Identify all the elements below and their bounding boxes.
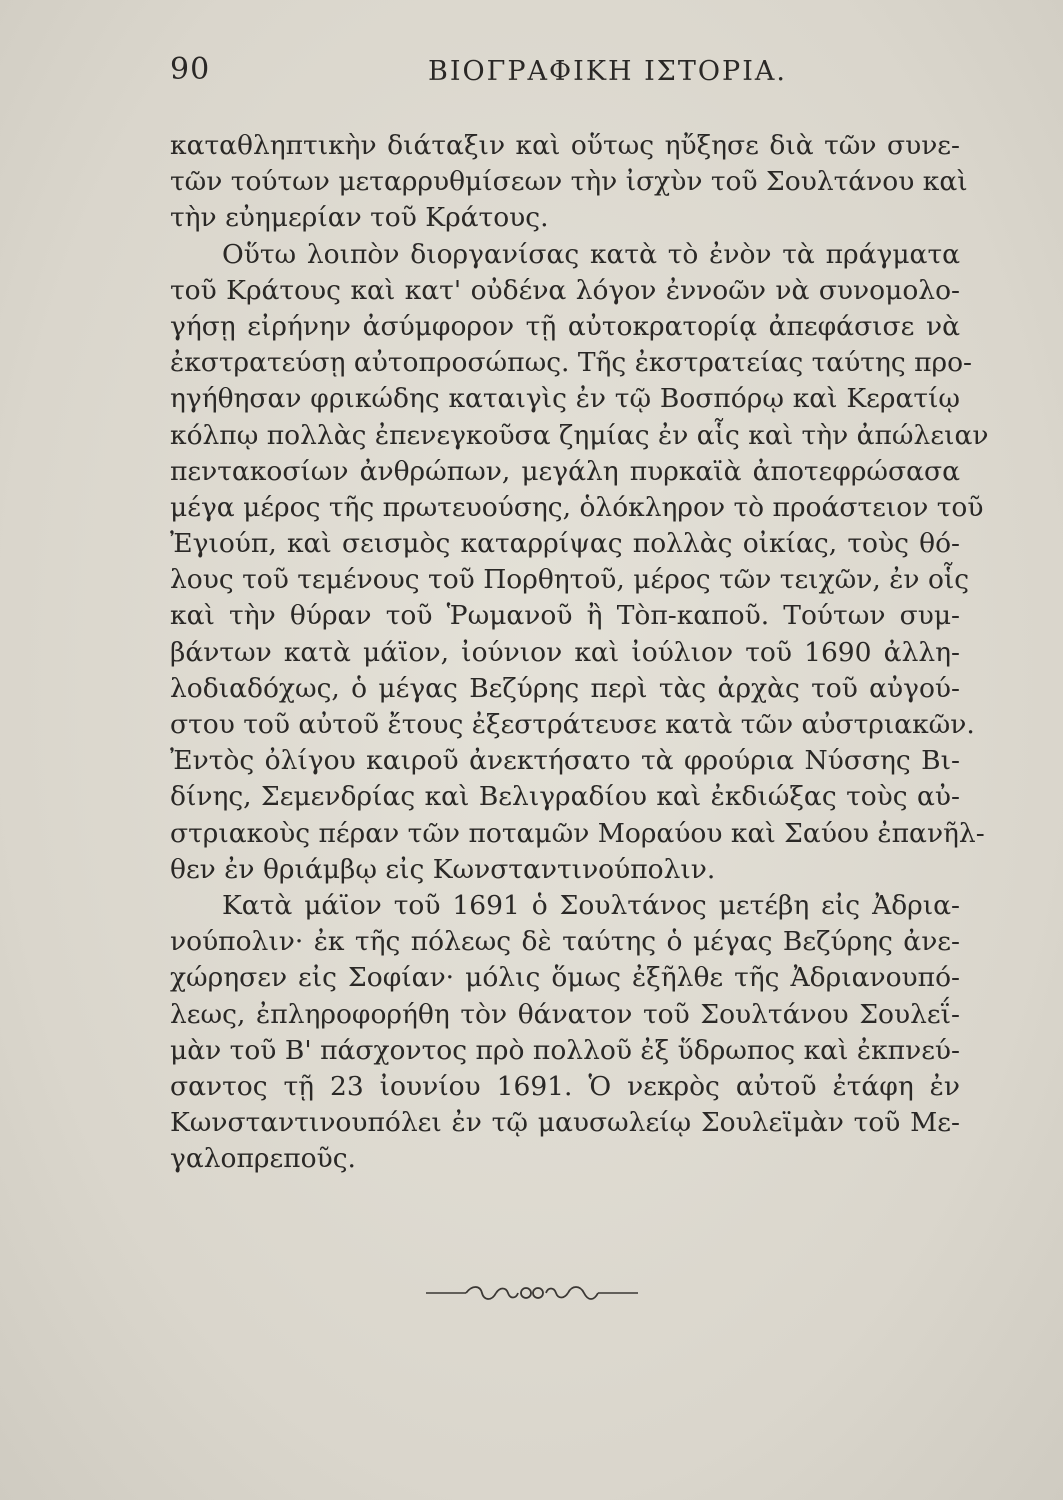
text-line: γήσῃ εἰρήνην ἀσύμφορον τῇ αὐτοκρατορίᾳ ἀπεφάσισε νὰ bbox=[170, 310, 960, 342]
text-line: νούπολιν· ἐκ τῆς πόλεως δὲ ταύτης ὁ μέγας Βεζύρης ἀνε- bbox=[170, 926, 960, 958]
text-line: στριακοὺς πέραν τῶν ποταμῶν Μοραύου καὶ Σαύου ἐπανῆλ- bbox=[170, 817, 985, 849]
text-line: μὰν τοῦ Β' πάσχοντος πρὸ πολλοῦ ἐξ ὕδρωπος καὶ ἐκπνεύ- bbox=[170, 1034, 960, 1066]
text-line: πεντακοσίων ἀνθρώπων, μεγάλη πυρκαϊὰ ἀποτεφρώσασα bbox=[170, 455, 960, 487]
text-line: λεως, ἐπληροφορήθη τὸν θάνατον τοῦ Σουλτάνου Σουλεΐ- bbox=[170, 998, 960, 1030]
text-line: σαντος τῇ 23 ἰουνίου 1691. Ὁ νεκρὸς αὐτοῦ ἐτάφη ἐν bbox=[170, 1070, 960, 1102]
text-line: Οὕτω λοιπὸν διοργανίσας κατὰ τὸ ἐνὸν τὰ πράγματα bbox=[222, 238, 960, 270]
paragraph bbox=[170, 888, 960, 1178]
text-line: ηγήθησαν φρικώδης καταιγὶς ἐν τῷ Βοσπόρῳ καὶ Κερατίῳ bbox=[170, 383, 960, 415]
text-line: ἐκστρατεύσῃ αὐτοπροσώπως. Τῆς ἐκστρατείας ταύτης προ- bbox=[170, 347, 973, 379]
text-line: λοδιαδόχως, ὁ μέγας Βεζύρης περὶ τὰς ἀρχὰς τοῦ αὐγού- bbox=[170, 672, 960, 704]
text-line: τοῦ Κράτους καὶ κατ' οὐδένα λόγον ἐννοῶν νὰ συνομολο- bbox=[170, 274, 960, 306]
body-text bbox=[170, 128, 989, 1177]
text-line: λους τοῦ τεμένους τοῦ Πορθητοῦ, μέρος τῶν τειχῶν, ἐν οἷς bbox=[170, 564, 970, 596]
paragraph bbox=[170, 237, 989, 888]
text-line: Ἐγιούπ, καὶ σεισμὸς καταρρίψας πολλὰς οἰκίας, τοὺς θό- bbox=[170, 528, 960, 560]
text-line: βάντων κατὰ μάϊον, ἰούνιον καὶ ἰούλιον τοῦ 1690 ἀλλη- bbox=[170, 636, 960, 668]
text-line: κόλπῳ πολλὰς ἐπενεγκοῦσα ζημίας ἐν αἷς καὶ τὴν ἀπώλειαν bbox=[170, 419, 989, 451]
text-line: καὶ τὴν θύραν τοῦ Ῥωμανοῦ ἢ Τὸπ-καποῦ. Τούτων συμ- bbox=[170, 600, 960, 632]
text-line: γαλοπρεποῦς. bbox=[170, 1143, 356, 1175]
page-header bbox=[170, 52, 960, 102]
text-line: στου τοῦ αὐτοῦ ἔτους ἐξεστράτευσε κατὰ τῶν αὐστριακῶν. bbox=[170, 709, 975, 740]
flourish-ornament-icon bbox=[422, 1283, 642, 1303]
text-line: χώρησεν εἰς Σοφίαν· μόλις ὅμως ἐξῆλθε τῆς Ἀδριανουπό- bbox=[170, 962, 960, 994]
text-line: Κατὰ μάϊον τοῦ 1691 ὁ Σουλτάνος μετέβη εἰς Ἀδρια- bbox=[222, 889, 960, 921]
text-line: τὴν εὐημερίαν τοῦ Κράτους. bbox=[170, 202, 549, 234]
text-line: δίνης, Σεμενδρίας καὶ Βελιγραδίου καὶ ἐκδιώξας τοὺς αὐ- bbox=[170, 781, 960, 813]
running-head: ΒΙΟΓΡΑΦΙΚΗ ΙΣΤΟΡΙΑ. bbox=[428, 56, 787, 87]
text-line: Κωνσταντινουπόλει ἐν τῷ μαυσωλείῳ Σουλεϊμὰν τοῦ Με- bbox=[170, 1107, 960, 1139]
text-line: θεν ἐν θριάμβῳ εἰς Κωνσταντινούπολιν. bbox=[170, 853, 716, 885]
text-line: μέγα μέρος τῆς πρωτευούσης, ὁλόκληρον τὸ προάστειον τοῦ bbox=[170, 491, 984, 523]
paragraph bbox=[170, 128, 968, 237]
page-number: 90 bbox=[170, 52, 211, 87]
text-line: τῶν τούτων μεταρρυθμίσεων τὴν ἰσχὺν τοῦ Σουλτάνου καὶ bbox=[170, 166, 968, 198]
text-line: Ἐντὸς ὀλίγου καιροῦ ἀνεκτήσατο τὰ φρούρια Νύσσης Βι- bbox=[170, 745, 960, 777]
text-line: καταθληπτικὴν διάταξιν καὶ οὕτως ηὔξησε διὰ τῶν συνε- bbox=[170, 130, 960, 161]
tailpiece-ornament bbox=[0, 1283, 1063, 1309]
